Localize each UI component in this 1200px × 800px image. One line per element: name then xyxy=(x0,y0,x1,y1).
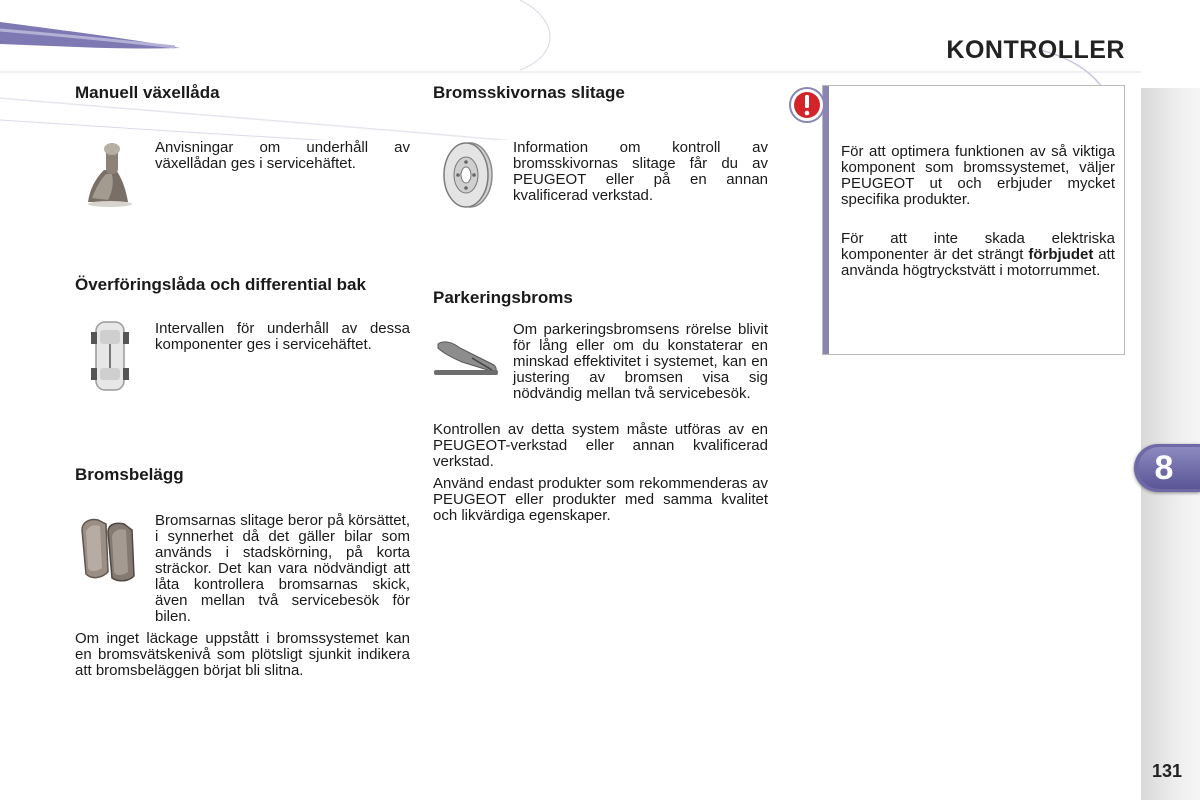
note-text-2-bold: förbjudet xyxy=(1028,246,1094,263)
brake-pads-text-1: Bromsarnas slitage beror på körsättet, i synnerhet då det gäller bilar som används i stadskörning, på korta sträckor. Det kan vara nödvändigt att låta kontrollera bromsarnas skick, även mellan två servicebesök för bilen. xyxy=(155,512,410,625)
warning-exclamation-icon xyxy=(789,87,825,123)
heading-transfer-differential: Överföringslåda och differential bak xyxy=(75,275,366,294)
gearbox-text: Anvisningar om underhåll av växellådan ges i servicehäftet. xyxy=(155,139,410,172)
brake-discs-text: Information om kontroll av bromsskivornas slitage får du av PEUGEOT eller på en annan kvalificerad verkstad. xyxy=(513,139,768,204)
parking-brake-lever-icon xyxy=(432,336,502,380)
section-title: KONTROLLER xyxy=(946,36,1125,64)
brake-pads-text-2: Om inget läckage uppstått i bromssystemet kan en bromsvätskenivå som plötsligt sjunkit indikera att bromsbeläggen börjat bli slitna. xyxy=(75,630,410,679)
car-chassis-icon xyxy=(90,320,130,392)
brake-pads-text-1a xyxy=(155,513,410,625)
note-text-1: För att optimera funktionen av så viktiga komponent som bromssystemet, väljer PEUGEOT ut och erbjuder mycket specifika produkter. xyxy=(841,143,1115,208)
page-number: 131 xyxy=(1152,761,1183,781)
warning-note-box xyxy=(822,85,1125,355)
gear-shift-icon xyxy=(82,140,138,208)
parking-brake-text-3: Använd endast produkter som rekommenderas av PEUGEOT eller produkter med samma kvalitet och likvärdiga egenskaper. xyxy=(433,475,768,524)
heading-brake-discs: Bromsskivornas slitage xyxy=(433,83,625,102)
parking-brake-text-2: Kontrollen av detta system måste utföras av en PEUGEOT-verkstad eller annan kvalificerad verkstad. xyxy=(433,421,768,470)
note-text-2 xyxy=(841,231,1115,279)
note-text-2-pre: För att inte skada elektriska komponenter är det strängt xyxy=(841,230,1115,263)
heading-parking-brake: Parkeringsbroms xyxy=(433,288,573,307)
heading-manual-gearbox: Manuell växellåda xyxy=(75,83,220,102)
parking-brake-text-1: Om parkeringsbromsens rörelse blivit för lång eller om du konstaterar en minskad effektivitet i systemet, kan en justering av bromsen visa sig nödvändig mellan två servicebesök. xyxy=(513,321,768,402)
brake-disc-icon xyxy=(440,140,496,210)
chapter-tab[interactable] xyxy=(1134,444,1200,492)
chapter-number: 8 xyxy=(1138,447,1200,489)
transfer-text: Intervallen för underhåll av dessa komponenter ges i servicehäftet. xyxy=(155,320,410,353)
heading-brake-pads: Bromsbelägg xyxy=(75,465,184,484)
note-text-2-post: att använda högtryckstvätt i motorrummet. xyxy=(841,246,1115,279)
